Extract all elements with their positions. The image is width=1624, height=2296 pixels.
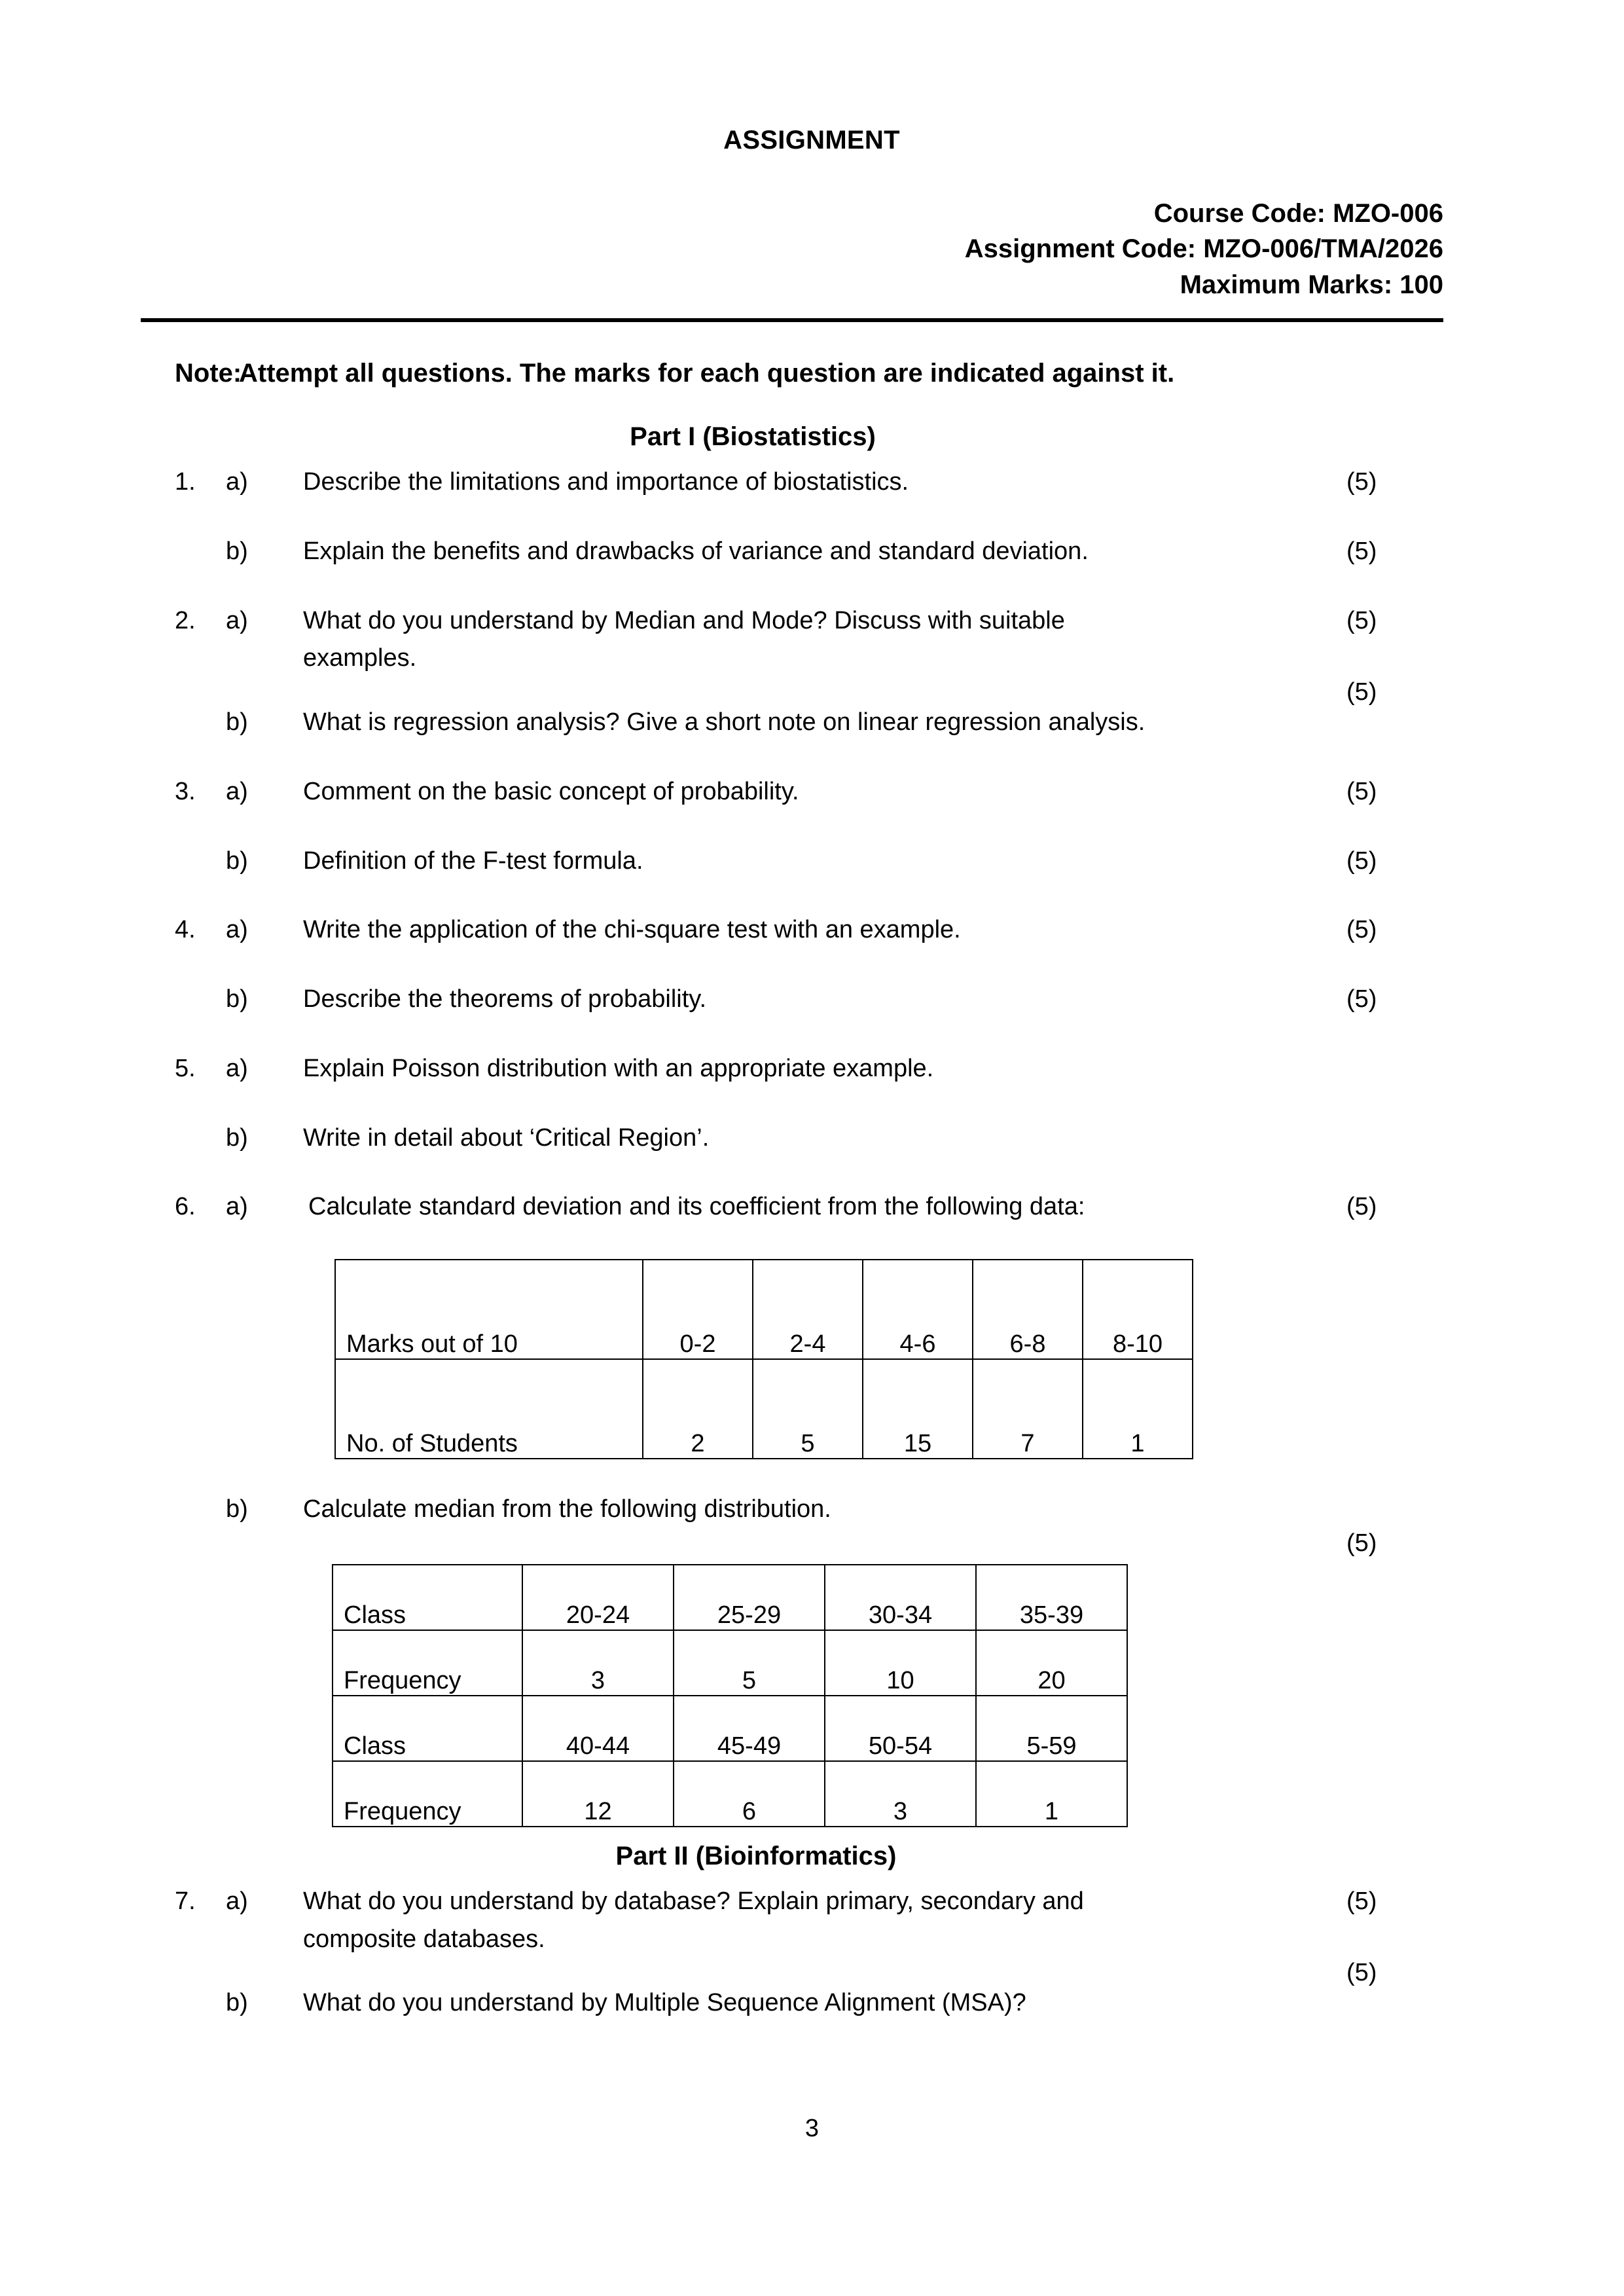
table2-r3-c2: 6 bbox=[674, 1761, 825, 1827]
question-2a-row bbox=[141, 602, 1443, 678]
question-4a-text: Write the application of the chi-square test with an example. bbox=[303, 916, 961, 944]
question-1a-row bbox=[141, 464, 1443, 501]
table1-r1-c2: 5 bbox=[753, 1359, 863, 1459]
question-6a-marks: (5) bbox=[1346, 1193, 1377, 1221]
table2-r0-c1: 20-24 bbox=[522, 1565, 674, 1630]
question-4b-marks: (5) bbox=[1346, 985, 1377, 1013]
question-7a-marks: (5) bbox=[1346, 1887, 1377, 1915]
question-7b-row bbox=[141, 1959, 1443, 2022]
question-1b-text: Explain the benefits and drawbacks of variance and standard deviation. bbox=[303, 537, 1089, 565]
question-7a-letter: a) bbox=[226, 1887, 248, 1915]
question-4a-row bbox=[141, 911, 1443, 949]
course-code: Course Code: MZO-006 bbox=[1153, 199, 1443, 228]
table1-r0-c2: 2-4 bbox=[753, 1260, 863, 1359]
question-4b-letter: b) bbox=[226, 985, 248, 1013]
question-1b-letter: b) bbox=[226, 537, 248, 565]
question-3a-text: Comment on the basic concept of probability. bbox=[303, 777, 799, 805]
question-3b-letter: b) bbox=[226, 847, 248, 875]
table2-r3-c3: 3 bbox=[825, 1761, 976, 1827]
question-1a-text: Describe the limitations and importance of biostatistics. bbox=[303, 468, 909, 496]
question-6a-letter: a) bbox=[226, 1193, 248, 1221]
table2-r0-c0: Class bbox=[333, 1565, 522, 1630]
question-2a-letter: a) bbox=[226, 606, 248, 634]
table2-r2-c2: 45-49 bbox=[674, 1696, 825, 1761]
page-content bbox=[141, 0, 1443, 2022]
table1-r1-c4: 7 bbox=[973, 1359, 1083, 1459]
table1-r0-c0: Marks out of 10 bbox=[335, 1260, 643, 1359]
table1-r1-c3: 15 bbox=[863, 1359, 973, 1459]
table1-r0-c5: 8-10 bbox=[1083, 1260, 1193, 1359]
question-5-number: 5. bbox=[175, 1054, 196, 1082]
page-title: ASSIGNMENT bbox=[723, 126, 900, 155]
question-2b-row bbox=[141, 678, 1443, 742]
question-4-number: 4. bbox=[175, 916, 196, 944]
part-2-heading: Part II (Bioinformatics) bbox=[615, 1841, 897, 1870]
table2-r2-c1: 40-44 bbox=[522, 1696, 674, 1761]
header-meta-block bbox=[141, 196, 1443, 302]
question-7b-marks: (5) bbox=[1346, 1959, 1377, 1987]
table2-r3-c0: Frequency bbox=[333, 1761, 522, 1827]
question-5a-text: Explain Poisson distribution with an appropriate example. bbox=[303, 1054, 934, 1082]
table-row bbox=[333, 1761, 1127, 1827]
question-3a-marks: (5) bbox=[1346, 777, 1377, 805]
question-6-number: 6. bbox=[175, 1193, 196, 1221]
note-row bbox=[141, 359, 1443, 388]
question-7-number: 7. bbox=[175, 1887, 196, 1915]
question-1b-marks: (5) bbox=[1346, 537, 1377, 565]
table-1-wrapper bbox=[141, 1259, 1443, 1459]
table1-r1-c5: 1 bbox=[1083, 1359, 1193, 1459]
table-row bbox=[333, 1630, 1127, 1696]
table2-r2-c3: 50-54 bbox=[825, 1696, 976, 1761]
assignment-code: Assignment Code: MZO-006/TMA/2026 bbox=[964, 234, 1443, 264]
table-2-wrapper bbox=[141, 1564, 1443, 1827]
question-2b-letter: b) bbox=[226, 708, 248, 737]
page-number: 3 bbox=[804, 2115, 820, 2142]
question-3-number: 3. bbox=[175, 777, 196, 805]
question-4b-row bbox=[141, 981, 1443, 1019]
question-2a-marks: (5) bbox=[1346, 606, 1377, 634]
question-1a-marks: (5) bbox=[1346, 468, 1377, 496]
question-7a-row bbox=[141, 1883, 1443, 1959]
table2-r1-c1: 3 bbox=[522, 1630, 674, 1696]
note-text: Attempt all questions. The marks for each question are indicated against it. bbox=[239, 359, 1175, 388]
question-6a-row bbox=[141, 1188, 1443, 1226]
question-2-number: 2. bbox=[175, 606, 196, 634]
question-2b-text: What is regression analysis? Give a short note on linear regression analysis. bbox=[303, 708, 1146, 737]
question-6b-row bbox=[141, 1491, 1443, 1558]
question-6b-letter: b) bbox=[226, 1495, 248, 1523]
question-3b-marks: (5) bbox=[1346, 847, 1377, 875]
table-row bbox=[333, 1696, 1127, 1761]
question-5a-row bbox=[141, 1050, 1443, 1088]
question-6b-text: Calculate median from the following distribution. bbox=[303, 1495, 831, 1523]
table2-r2-c0: Class bbox=[333, 1696, 522, 1761]
class-frequency-table bbox=[332, 1564, 1128, 1827]
part-1-heading: Part I (Biostatistics) bbox=[630, 422, 876, 452]
question-2a-text: What do you understand by Median and Mode? Discuss with suitable examples. bbox=[303, 606, 1065, 672]
question-1a-letter: a) bbox=[226, 468, 248, 496]
question-5a-letter: a) bbox=[226, 1054, 248, 1082]
question-6a-text: Calculate standard deviation and its coefficient from the following data: bbox=[308, 1193, 1085, 1221]
table1-r1-c1: 2 bbox=[643, 1359, 753, 1459]
question-4a-letter: a) bbox=[226, 916, 248, 944]
table1-r0-c4: 6-8 bbox=[973, 1260, 1083, 1359]
question-5b-letter: b) bbox=[226, 1123, 248, 1152]
maximum-marks: Maximum Marks: 100 bbox=[1180, 270, 1443, 299]
question-1b-row bbox=[141, 533, 1443, 571]
question-2b-marks: (5) bbox=[1346, 678, 1377, 706]
table2-r1-c2: 5 bbox=[674, 1630, 825, 1696]
question-5b-text: Write in detail about ‘Critical Region’. bbox=[303, 1123, 710, 1152]
question-4b-text: Describe the theorems of probability. bbox=[303, 985, 707, 1013]
table-row bbox=[335, 1359, 1193, 1459]
question-3a-row bbox=[141, 773, 1443, 811]
header-divider bbox=[141, 318, 1443, 322]
table1-r0-c1: 0-2 bbox=[643, 1260, 753, 1359]
table2-r3-c1: 12 bbox=[522, 1761, 674, 1827]
marks-students-table bbox=[334, 1259, 1193, 1459]
table1-r1-c0: No. of Students bbox=[335, 1359, 643, 1459]
table-row bbox=[335, 1260, 1193, 1359]
table2-r0-c4: 35-39 bbox=[976, 1565, 1127, 1630]
question-7b-text: What do you understand by Multiple Sequence Alignment (MSA)? bbox=[303, 1989, 1026, 2017]
question-4a-marks: (5) bbox=[1346, 916, 1377, 944]
table2-r1-c0: Frequency bbox=[333, 1630, 522, 1696]
question-1-number: 1. bbox=[175, 468, 196, 496]
question-3a-letter: a) bbox=[226, 777, 248, 805]
table2-r0-c3: 30-34 bbox=[825, 1565, 976, 1630]
table1-r0-c3: 4-6 bbox=[863, 1260, 973, 1359]
table-row bbox=[333, 1565, 1127, 1630]
question-3b-text: Definition of the F-test formula. bbox=[303, 847, 643, 875]
question-7a-text: What do you understand by database? Explain primary, secondary and composite databases. bbox=[303, 1887, 1084, 1953]
table2-r1-c4: 20 bbox=[976, 1630, 1127, 1696]
question-7b-letter: b) bbox=[226, 1989, 248, 2017]
question-3b-row bbox=[141, 843, 1443, 881]
table2-r1-c3: 10 bbox=[825, 1630, 976, 1696]
table2-r3-c4: 1 bbox=[976, 1761, 1127, 1827]
table2-r0-c2: 25-29 bbox=[674, 1565, 825, 1630]
note-label: Note: bbox=[175, 359, 242, 388]
table2-r2-c4: 5-59 bbox=[976, 1696, 1127, 1761]
question-5b-row bbox=[141, 1120, 1443, 1157]
question-6b-marks: (5) bbox=[1346, 1529, 1377, 1558]
